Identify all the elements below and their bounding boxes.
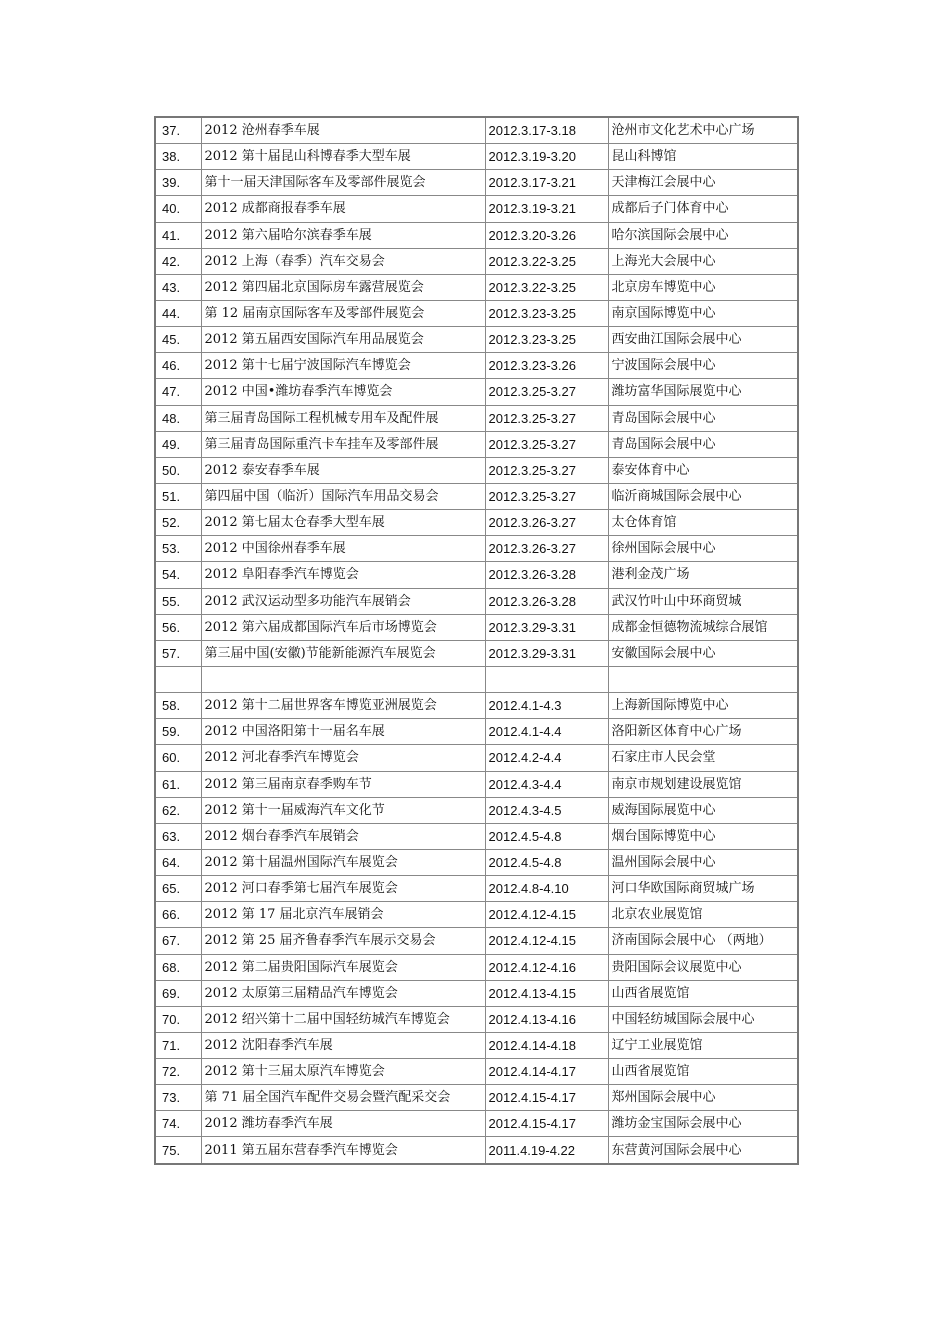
row-number-cell: 60.: [155, 745, 201, 771]
row-number-cell: 54.: [155, 562, 201, 588]
table-row: [155, 170, 798, 196]
exhibition-name-cell: 2012 第三届南京春季购车节: [201, 771, 485, 797]
table-row: [155, 823, 798, 849]
exhibition-date-cell: 2012.3.25-3.27: [485, 405, 608, 431]
exhibition-name-cell: 第十一届天津国际客车及零部件展览会: [201, 170, 485, 196]
exhibition-date-cell: 2012.4.1-4.3: [485, 693, 608, 719]
table-row: [155, 876, 798, 902]
table-row: [155, 588, 798, 614]
row-number-cell: 38.: [155, 144, 201, 170]
exhibition-name-cell: 2012 第五届西安国际汽车用品展览会: [201, 327, 485, 353]
exhibition-date-cell: 2012.4.15-4.17: [485, 1085, 608, 1111]
exhibition-date-cell: 2012.3.29-3.31: [485, 614, 608, 640]
exhibition-name-cell: 第三届青岛国际工程机械专用车及配件展: [201, 405, 485, 431]
table-row: [155, 117, 798, 144]
table-row: [155, 1032, 798, 1058]
row-number-cell: 52.: [155, 510, 201, 536]
exhibition-name-cell: 2012 第十一届威海汽车文化节: [201, 797, 485, 823]
exhibition-date-cell: 2012.4.13-4.15: [485, 980, 608, 1006]
table-row: [155, 457, 798, 483]
exhibition-date-cell: 2012.4.8-4.10: [485, 876, 608, 902]
table-row: [155, 483, 798, 509]
table-row: [155, 300, 798, 326]
table-row: [155, 1059, 798, 1085]
table-row: [155, 353, 798, 379]
exhibition-name-cell: 第 71 届全国汽车配件交易会暨汽配采交会: [201, 1085, 485, 1111]
exhibition-date-cell: 2012.4.5-4.8: [485, 823, 608, 849]
exhibition-name-cell: 2012 第十三届太原汽车博览会: [201, 1059, 485, 1085]
exhibition-date-cell: 2012.3.22-3.25: [485, 274, 608, 300]
exhibition-venue-cell: 昆山科博馆: [608, 144, 798, 170]
exhibition-date-cell: 2012.4.3-4.5: [485, 797, 608, 823]
exhibition-name-cell: 第三届中国(安徽)节能新能源汽车展览会: [201, 640, 485, 666]
exhibition-name-cell: 2012 第十二届世界客车博览亚洲展览会: [201, 693, 485, 719]
exhibition-name-cell: 2012 武汉运动型多功能汽车展销会: [201, 588, 485, 614]
row-number-cell: 64.: [155, 849, 201, 875]
exhibition-date-cell: 2012.4.13-4.16: [485, 1006, 608, 1032]
row-number-cell: 67.: [155, 928, 201, 954]
exhibition-venue-cell: 太仓体育馆: [608, 510, 798, 536]
exhibition-name-cell: 2012 第十届温州国际汽车展览会: [201, 849, 485, 875]
exhibition-schedule-table: [154, 116, 799, 1165]
row-number-cell: 39.: [155, 170, 201, 196]
exhibition-date-cell: 2012.4.5-4.8: [485, 849, 608, 875]
exhibition-venue-cell: 贵阳国际会议展览中心: [608, 954, 798, 980]
table-row: [155, 1085, 798, 1111]
table-row: [155, 980, 798, 1006]
exhibition-date-cell: 2012.3.23-3.25: [485, 327, 608, 353]
row-number-cell: 50.: [155, 457, 201, 483]
exhibition-venue-cell: 武汉竹叶山中环商贸城: [608, 588, 798, 614]
exhibition-date-cell: 2012.4.2-4.4: [485, 745, 608, 771]
exhibition-name-cell: 2012 成都商报春季车展: [201, 196, 485, 222]
row-number-cell: 43.: [155, 274, 201, 300]
exhibition-date-cell: 2012.3.17-3.18: [485, 117, 608, 144]
table-row: [155, 562, 798, 588]
exhibition-date-cell: 2012.3.25-3.27: [485, 483, 608, 509]
table-row: [155, 1137, 798, 1164]
exhibition-date-cell: 2012.3.19-3.21: [485, 196, 608, 222]
exhibition-venue-cell: 天津梅江会展中心: [608, 170, 798, 196]
exhibition-date-cell: [485, 666, 608, 692]
exhibition-date-cell: 2012.4.12-4.15: [485, 902, 608, 928]
table-row: [155, 327, 798, 353]
exhibition-date-cell: 2012.3.23-3.26: [485, 353, 608, 379]
exhibition-name-cell: 2012 中国•潍坊春季汽车博览会: [201, 379, 485, 405]
exhibition-venue-cell: 东营黄河国际会展中心: [608, 1137, 798, 1164]
table-body: [155, 117, 798, 1164]
exhibition-date-cell: 2011.4.19-4.22: [485, 1137, 608, 1164]
table-row: [155, 745, 798, 771]
exhibition-venue-cell: 港利金茂广场: [608, 562, 798, 588]
exhibition-name-cell: 2012 河北春季汽车博览会: [201, 745, 485, 771]
exhibition-date-cell: 2012.3.25-3.27: [485, 457, 608, 483]
row-number-cell: 53.: [155, 536, 201, 562]
row-number-cell: 63.: [155, 823, 201, 849]
exhibition-name-cell: 2012 第十七届宁波国际汽车博览会: [201, 353, 485, 379]
exhibition-venue-cell: 哈尔滨国际会展中心: [608, 222, 798, 248]
exhibition-date-cell: 2012.4.14-4.18: [485, 1032, 608, 1058]
exhibition-name-cell: 2012 泰安春季车展: [201, 457, 485, 483]
row-number-cell: 73.: [155, 1085, 201, 1111]
table-row: [155, 954, 798, 980]
row-number-cell: 72.: [155, 1059, 201, 1085]
exhibition-date-cell: 2012.3.17-3.21: [485, 170, 608, 196]
exhibition-date-cell: 2012.3.19-3.20: [485, 144, 608, 170]
exhibition-name-cell: 第三届青岛国际重汽卡车挂车及零部件展: [201, 431, 485, 457]
exhibition-venue-cell: 中国轻纺城国际会展中心: [608, 1006, 798, 1032]
exhibition-name-cell: [201, 666, 485, 692]
exhibition-date-cell: 2012.4.12-4.16: [485, 954, 608, 980]
table-row: [155, 536, 798, 562]
row-number-cell: 69.: [155, 980, 201, 1006]
exhibition-date-cell: 2012.3.23-3.25: [485, 300, 608, 326]
row-number-cell: 59.: [155, 719, 201, 745]
exhibition-name-cell: 2012 第十届昆山科博春季大型车展: [201, 144, 485, 170]
exhibition-date-cell: 2012.3.22-3.25: [485, 248, 608, 274]
row-number-cell: 75.: [155, 1137, 201, 1164]
exhibition-venue-cell: 郑州国际会展中心: [608, 1085, 798, 1111]
exhibition-venue-cell: 辽宁工业展览馆: [608, 1032, 798, 1058]
table-row: [155, 902, 798, 928]
exhibition-venue-cell: 威海国际展览中心: [608, 797, 798, 823]
exhibition-name-cell: 2012 潍坊春季汽车展: [201, 1111, 485, 1137]
exhibition-venue-cell: 青岛国际会展中心: [608, 405, 798, 431]
table-row: [155, 693, 798, 719]
exhibition-venue-cell: 河口华欧国际商贸城广场: [608, 876, 798, 902]
row-number-cell: 46.: [155, 353, 201, 379]
row-number-cell: 49.: [155, 431, 201, 457]
row-number-cell: 47.: [155, 379, 201, 405]
exhibition-name-cell: 2012 沧州春季车展: [201, 117, 485, 144]
exhibition-date-cell: 2012.3.26-3.28: [485, 588, 608, 614]
exhibition-venue-cell: 安徽国际会展中心: [608, 640, 798, 666]
table-row: [155, 510, 798, 536]
exhibition-name-cell: 2012 第六届成都国际汽车后市场博览会: [201, 614, 485, 640]
table-row: [155, 144, 798, 170]
exhibition-venue-cell: 北京房车博览中心: [608, 274, 798, 300]
row-number-cell: 56.: [155, 614, 201, 640]
exhibition-name-cell: 第四届中国（临沂）国际汽车用品交易会: [201, 483, 485, 509]
table-row: [155, 849, 798, 875]
exhibition-date-cell: 2012.4.3-4.4: [485, 771, 608, 797]
row-number-cell: 58.: [155, 693, 201, 719]
exhibition-venue-cell: 潍坊金宝国际会展中心: [608, 1111, 798, 1137]
exhibition-venue-cell: 济南国际会展中心 （两地）: [608, 928, 798, 954]
row-number-cell: 42.: [155, 248, 201, 274]
exhibition-name-cell: 2011 第五届东营春季汽车博览会: [201, 1137, 485, 1164]
exhibition-venue-cell: 沧州市文化艺术中心广场: [608, 117, 798, 144]
exhibition-venue-cell: 潍坊富华国际展览中心: [608, 379, 798, 405]
table-row: [155, 797, 798, 823]
exhibition-venue-cell: 上海新国际博览中心: [608, 693, 798, 719]
exhibition-name-cell: 2012 第 17 届北京汽车展销会: [201, 902, 485, 928]
table-row: [155, 379, 798, 405]
table-row: [155, 222, 798, 248]
exhibition-venue-cell: 宁波国际会展中心: [608, 353, 798, 379]
table-row: [155, 196, 798, 222]
exhibition-name-cell: 2012 太原第三届精品汽车博览会: [201, 980, 485, 1006]
table-row: [155, 614, 798, 640]
exhibition-date-cell: 2012.3.26-3.27: [485, 510, 608, 536]
row-number-cell: 66.: [155, 902, 201, 928]
row-number-cell: 71.: [155, 1032, 201, 1058]
row-number-cell: 37.: [155, 117, 201, 144]
exhibition-date-cell: 2012.4.1-4.4: [485, 719, 608, 745]
exhibition-venue-cell: 山西省展览馆: [608, 1059, 798, 1085]
exhibition-venue-cell: 温州国际会展中心: [608, 849, 798, 875]
table-row: [155, 1006, 798, 1032]
exhibition-name-cell: 2012 绍兴第十二届中国轻纺城汽车博览会: [201, 1006, 485, 1032]
table-row: [155, 431, 798, 457]
table-row: [155, 1111, 798, 1137]
table-row: [155, 248, 798, 274]
exhibition-venue-cell: 临沂商城国际会展中心: [608, 483, 798, 509]
exhibition-venue-cell: 徐州国际会展中心: [608, 536, 798, 562]
exhibition-venue-cell: 上海光大会展中心: [608, 248, 798, 274]
exhibition-date-cell: 2012.3.29-3.31: [485, 640, 608, 666]
exhibition-name-cell: 2012 上海（春季）汽车交易会: [201, 248, 485, 274]
exhibition-date-cell: 2012.4.15-4.17: [485, 1111, 608, 1137]
table-row: [155, 719, 798, 745]
row-number-cell: 68.: [155, 954, 201, 980]
exhibition-venue-cell: 成都金恒德物流城综合展馆: [608, 614, 798, 640]
table-row: [155, 274, 798, 300]
exhibition-venue-cell: 南京国际博览中心: [608, 300, 798, 326]
exhibition-venue-cell: 北京农业展览馆: [608, 902, 798, 928]
row-number-cell: 51.: [155, 483, 201, 509]
exhibition-name-cell: 2012 第四届北京国际房车露营展览会: [201, 274, 485, 300]
row-number-cell: 40.: [155, 196, 201, 222]
exhibition-venue-cell: 洛阳新区体育中心广场: [608, 719, 798, 745]
exhibition-date-cell: 2012.4.12-4.15: [485, 928, 608, 954]
row-number-cell: 62.: [155, 797, 201, 823]
row-number-cell: 70.: [155, 1006, 201, 1032]
exhibition-venue-cell: [608, 666, 798, 692]
exhibition-name-cell: 2012 阜阳春季汽车博览会: [201, 562, 485, 588]
row-number-cell: [155, 666, 201, 692]
exhibition-venue-cell: 烟台国际博览中心: [608, 823, 798, 849]
row-number-cell: 65.: [155, 876, 201, 902]
table-row: [155, 928, 798, 954]
exhibition-venue-cell: 青岛国际会展中心: [608, 431, 798, 457]
exhibition-name-cell: 2012 烟台春季汽车展销会: [201, 823, 485, 849]
row-number-cell: 41.: [155, 222, 201, 248]
row-number-cell: 55.: [155, 588, 201, 614]
table-row: [155, 771, 798, 797]
row-number-cell: 44.: [155, 300, 201, 326]
exhibition-name-cell: 2012 中国洛阳第十一届名车展: [201, 719, 485, 745]
table-row: [155, 405, 798, 431]
row-number-cell: 57.: [155, 640, 201, 666]
exhibition-date-cell: 2012.3.26-3.28: [485, 562, 608, 588]
exhibition-venue-cell: 成都后子门体育中心: [608, 196, 798, 222]
exhibition-venue-cell: 南京市规划建设展览馆: [608, 771, 798, 797]
exhibition-venue-cell: 泰安体育中心: [608, 457, 798, 483]
exhibition-name-cell: 第 12 届南京国际客车及零部件展览会: [201, 300, 485, 326]
exhibition-venue-cell: 西安曲江国际会展中心: [608, 327, 798, 353]
row-number-cell: 45.: [155, 327, 201, 353]
row-number-cell: 48.: [155, 405, 201, 431]
row-number-cell: 61.: [155, 771, 201, 797]
exhibition-date-cell: 2012.3.25-3.27: [485, 431, 608, 457]
table-row-blank: [155, 666, 798, 692]
exhibition-name-cell: 2012 第七届太仓春季大型车展: [201, 510, 485, 536]
exhibition-name-cell: 2012 河口春季第七届汽车展览会: [201, 876, 485, 902]
exhibition-venue-cell: 山西省展览馆: [608, 980, 798, 1006]
exhibition-date-cell: 2012.3.26-3.27: [485, 536, 608, 562]
exhibition-date-cell: 2012.4.14-4.17: [485, 1059, 608, 1085]
exhibition-name-cell: 2012 沈阳春季汽车展: [201, 1032, 485, 1058]
exhibition-date-cell: 2012.3.20-3.26: [485, 222, 608, 248]
exhibition-name-cell: 2012 中国徐州春季车展: [201, 536, 485, 562]
exhibition-venue-cell: 石家庄市人民会堂: [608, 745, 798, 771]
exhibition-date-cell: 2012.3.25-3.27: [485, 379, 608, 405]
table-row: [155, 640, 798, 666]
exhibition-name-cell: 2012 第二届贵阳国际汽车展览会: [201, 954, 485, 980]
row-number-cell: 74.: [155, 1111, 201, 1137]
exhibition-name-cell: 2012 第 25 届齐鲁春季汽车展示交易会: [201, 928, 485, 954]
exhibition-name-cell: 2012 第六届哈尔滨春季车展: [201, 222, 485, 248]
